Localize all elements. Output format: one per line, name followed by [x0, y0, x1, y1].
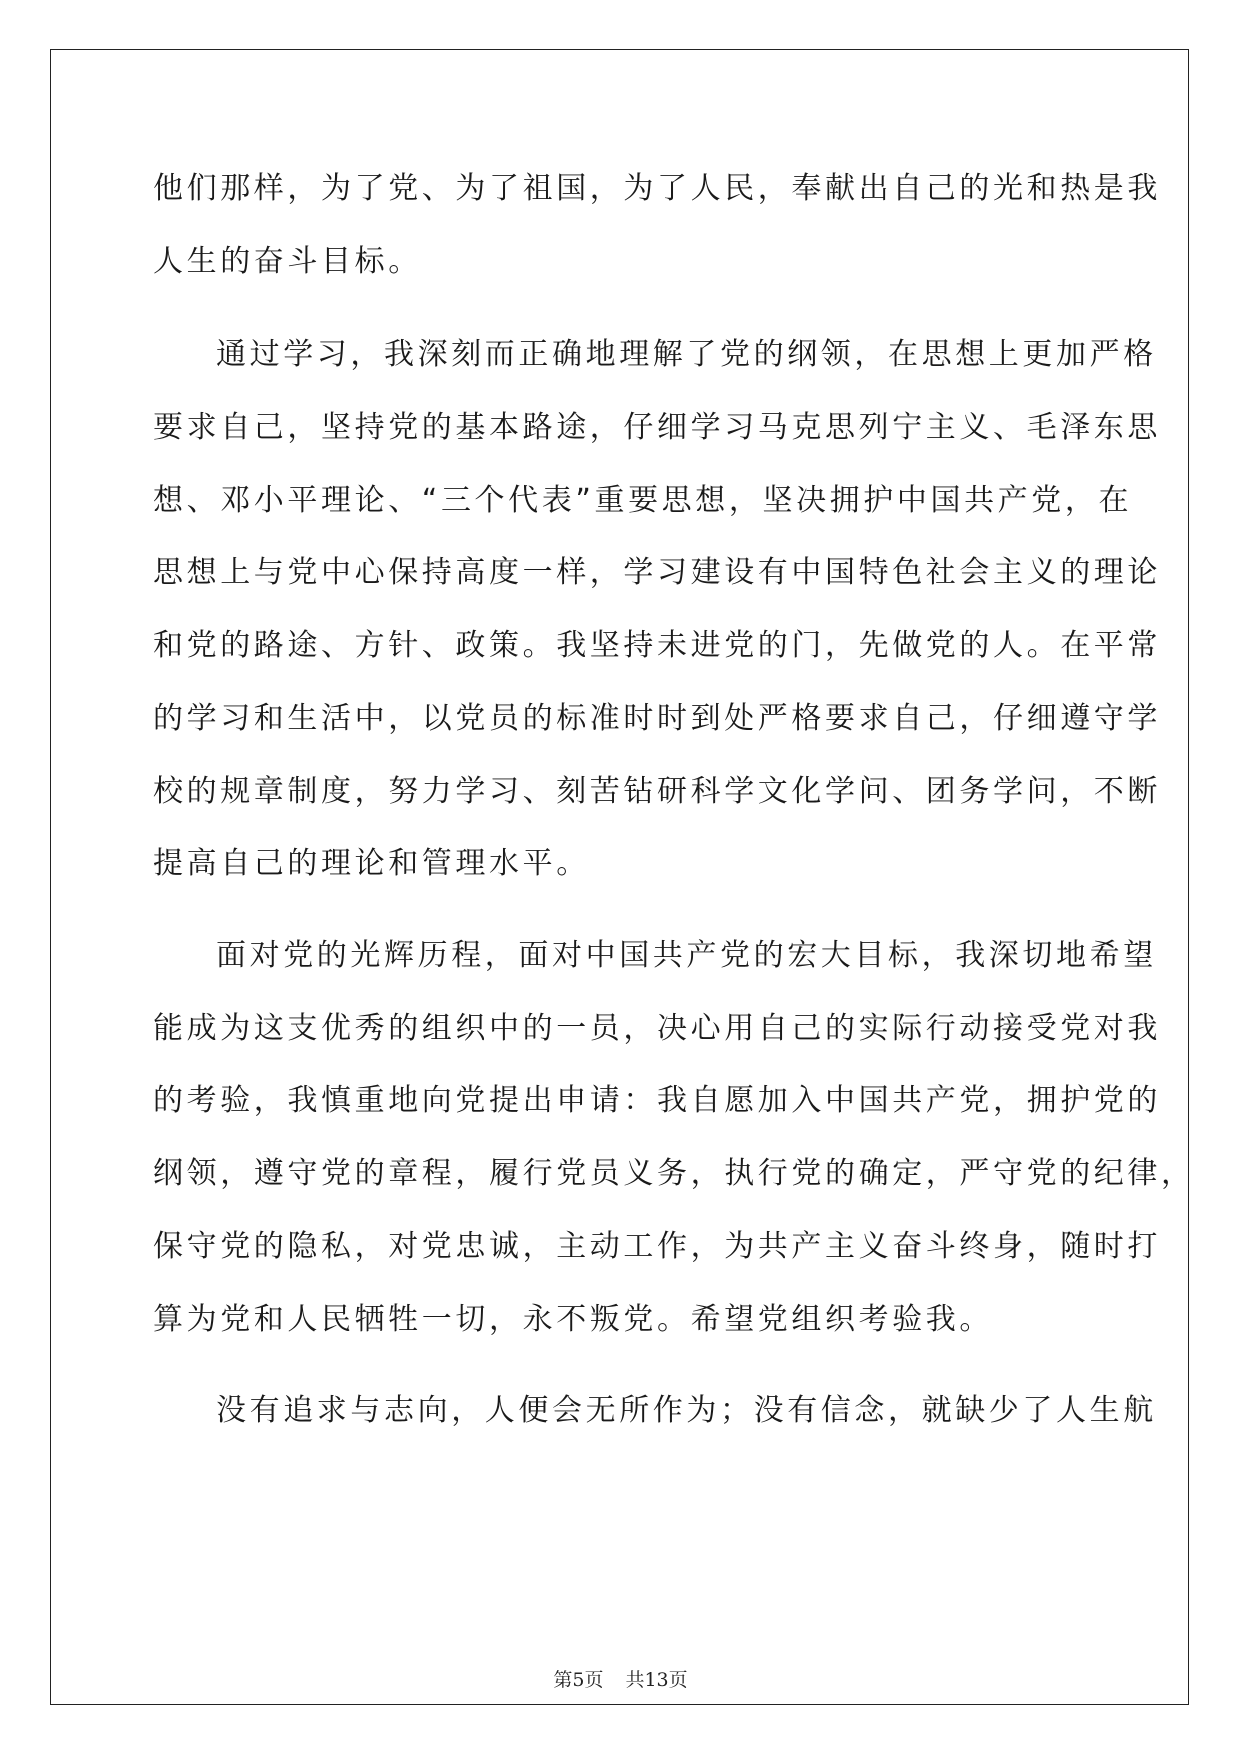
paragraph-first-line: 没有追求与志向，人便会无所作为；没有信念，就缺少了人生航	[216, 1393, 1157, 1428]
text-line: 和党的路途、方针、政策。我坚持未进党的门，先做党的人。在平常	[153, 628, 1161, 663]
text-line: 保守党的隐私，对党忠诚，主动工作，为共产主义奋斗终身，随时打	[153, 1229, 1161, 1264]
paragraph-first-line: 通过学习，我深刻而正确地理解了党的纲领，在思想上更加严格	[216, 337, 1157, 372]
text-line: 的考验，我慎重地向党提出申请：我自愿加入中国共产党，拥护党的	[153, 1083, 1161, 1118]
page-footer	[0, 1665, 1241, 1692]
text-line: 的学习和生活中，以党员的标准时时到处严格要求自己，仔细遵守学	[153, 701, 1161, 736]
paragraph-first-line: 面对党的光辉历程，面对中国共产党的宏大目标，我深切地希望	[216, 938, 1157, 973]
page-number: 第5页	[553, 1669, 604, 1691]
text-line: 校的规章制度，努力学习、刻苦钻研科学文化学问、团务学问，不断	[153, 774, 1161, 809]
text-line: 他们那样，为了党、为了祖国，为了人民，奉献出自己的光和热是我	[153, 171, 1161, 206]
text-line: 纲领，遵守党的章程，履行党员义务，执行党的确定，严守党的纪律，	[153, 1156, 1195, 1191]
text-line: 想、邓小平理论、“三个代表”重要思想，坚决拥护中国共产党，在	[153, 483, 1133, 518]
text-line: 能成为这支优秀的组织中的一员，决心用自己的实际行动接受党对我	[153, 1011, 1161, 1046]
text-line: 要求自己，坚持党的基本路途，仔细学习马克思列宁主义、毛泽东思	[153, 410, 1161, 445]
text-line: 人生的奋斗目标。	[153, 244, 422, 279]
page-total: 共13页	[625, 1669, 688, 1691]
text-line: 思想上与党中心保持高度一样，学习建设有中国特色社会主义的理论	[153, 555, 1161, 590]
text-line: 提高自己的理论和管理水平。	[153, 846, 590, 881]
text-line: 算为党和人民牺牲一切，永不叛党。希望党组织考验我。	[153, 1302, 993, 1337]
